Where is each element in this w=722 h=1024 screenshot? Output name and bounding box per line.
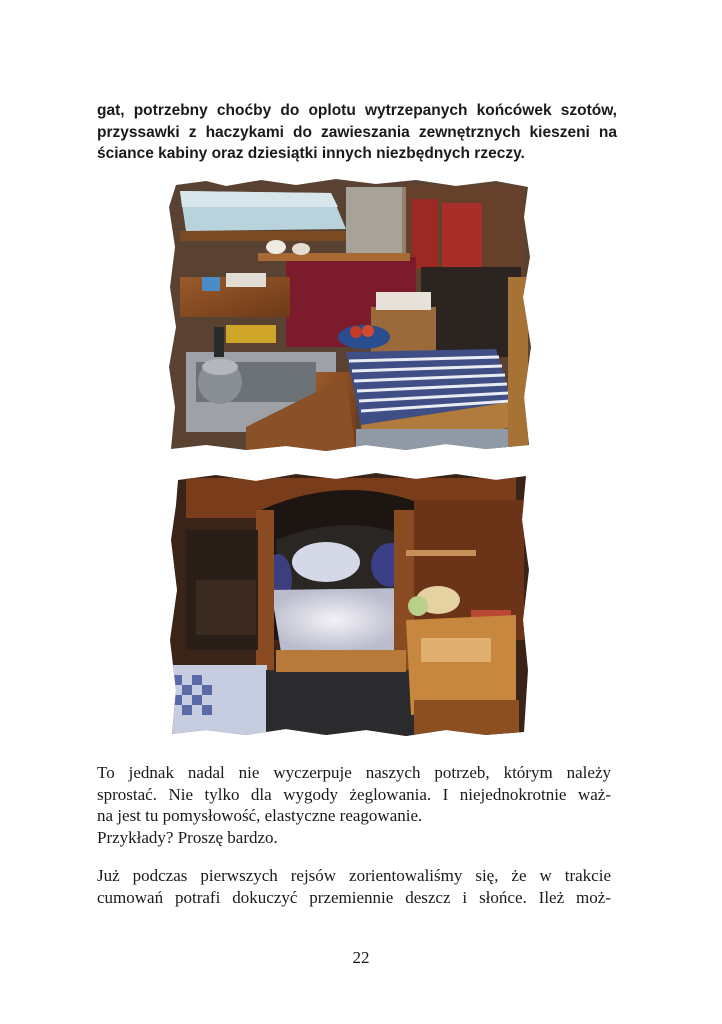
text-line: To jednak nadal nie wyczerpuje naszych potrzeb, którym należy: [97, 763, 611, 782]
text-line: cumowań potrafi dokuczyć przemiennie deszcz i słońce. Ileż moż-: [97, 887, 611, 907]
bottom-paragraph: [97, 865, 611, 908]
middle-paragraph: [97, 762, 611, 848]
text-line: ściance kabiny oraz dziesiątki innych niezbędnych rzeczy.: [97, 145, 525, 162]
text-line: sprostać. Nie tylko dla wygody żeglowania. I niejednokrotnie waż-: [97, 784, 611, 804]
text-line: Przykłady? Proszę bardzo.: [97, 827, 278, 847]
forward-berth-photo: [166, 470, 532, 738]
text-line: Już podczas pierwszych rejsów zorientowaliśmy się, że w trakcie: [97, 866, 611, 885]
page-number: 22: [352, 948, 370, 967]
text-line: na jest tu pomysłowość, elastyczne reagowanie.: [97, 806, 423, 825]
galley-cabin-photo: [166, 177, 534, 453]
text-line: gat, potrzebny choćby do oplotu wytrzepanych końcówek szotów,: [97, 102, 617, 119]
text-line: przyssawki z haczykami do zawieszania zewnętrznych kieszeni na: [97, 123, 617, 141]
top-paragraph: [97, 100, 617, 165]
